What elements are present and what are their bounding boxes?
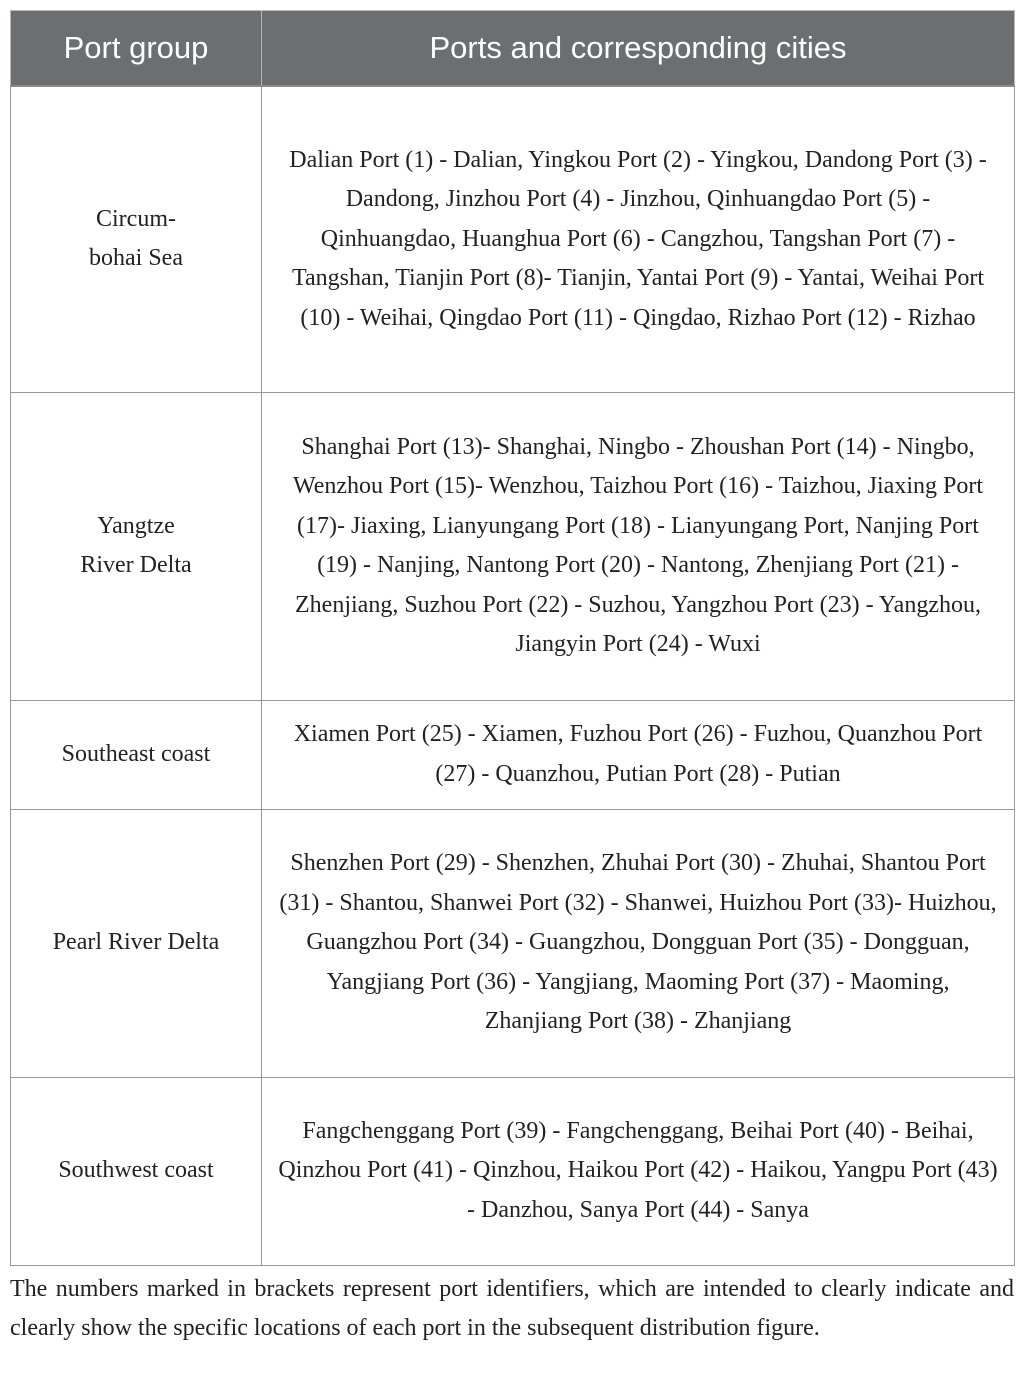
table-row — [11, 809, 1015, 1077]
port-group-cell: Southeast coast — [11, 700, 262, 809]
ports-cities-cell: Xiamen Port (25) - Xiamen, Fuzhou Port (26) - Fuzhou, Quanzhou Port (27) - Quanzhou, Putian Port (28) - Putian — [262, 700, 1015, 809]
column-header-ports-cities: Ports and corresponding cities — [262, 11, 1015, 87]
table-footnote: The numbers marked in brackets represent port identifiers, which are intended to clearly indicate and clearly show the specific locations of each port in the subsequent distribution figure. — [10, 1276, 1014, 1341]
ports-table-container — [10, 10, 1014, 1266]
port-group-cell: Yangtze River Delta — [11, 392, 262, 700]
port-group-cell: Pearl River Delta — [11, 809, 262, 1077]
ports-cities-cell: Shanghai Port (13)- Shanghai, Ningbo - Zhoushan Port (14) - Ningbo, Wenzhou Port (15)- Wenzhou, Taizhou Port (16) - Taizhou, Jiaxing Port (17)- Jiaxing, Lianyungang Port (18) - Lianyungang Port, Nanjing Port (19) - Nanjing, Nantong Port (20) - Nantong, Zhenjiang Port (21) - Zhenjiang, Suzhou Port (22) - Suzhou, Yangzhou Port (23) - Yangzhou, Jiangyin Port (24) - Wuxi — [262, 392, 1015, 700]
ports-cities-cell: Dalian Port (1) - Dalian, Yingkou Port (2) - Yingkou, Dandong Port (3) - Dandong, Jinzhou Port (4) - Jinzhou, Qinhuangdao Port (5) - Qinhuangdao, Huanghua Port (6) - Cangzhou, Tangshan Port (7) - Tangshan, Tianjin Port (8)- Tianjin, Yantai Port (9) - Yantai, Weihai Port (10) - Weihai, Qingdao Port (11) - Qingdao, Rizhao Port (12) - Rizhao — [262, 86, 1015, 392]
table-row — [11, 1077, 1015, 1265]
table-row — [11, 392, 1015, 700]
table-row — [11, 86, 1015, 392]
table-header-row — [11, 11, 1015, 87]
port-group-cell: Southwest coast — [11, 1077, 262, 1265]
ports-cities-cell: Fangchenggang Port (39) - Fangchenggang, Beihai Port (40) - Beihai, Qinzhou Port (41) - Qinzhou, Haikou Port (42) - Haikou, Yangpu Port (43) - Danzhou, Sanya Port (44) - Sanya — [262, 1077, 1015, 1265]
port-group-cell: Circum- bohai Sea — [11, 86, 262, 392]
port-groups-table — [10, 10, 1015, 1266]
table-row — [11, 700, 1015, 809]
ports-cities-cell: Shenzhen Port (29) - Shenzhen, Zhuhai Port (30) - Zhuhai, Shantou Port (31) - Shantou, Shanwei Port (32) - Shanwei, Huizhou Port (33)- Huizhou, Guangzhou Port (34) - Guangzhou, Dongguan Port (35) - Dongguan, Yangjiang Port (36) - Yangjiang, Maoming Port (37) - Maoming, Zhanjiang Port (38) - Zhanjiang — [262, 809, 1015, 1077]
column-header-port-group: Port group — [11, 11, 262, 87]
